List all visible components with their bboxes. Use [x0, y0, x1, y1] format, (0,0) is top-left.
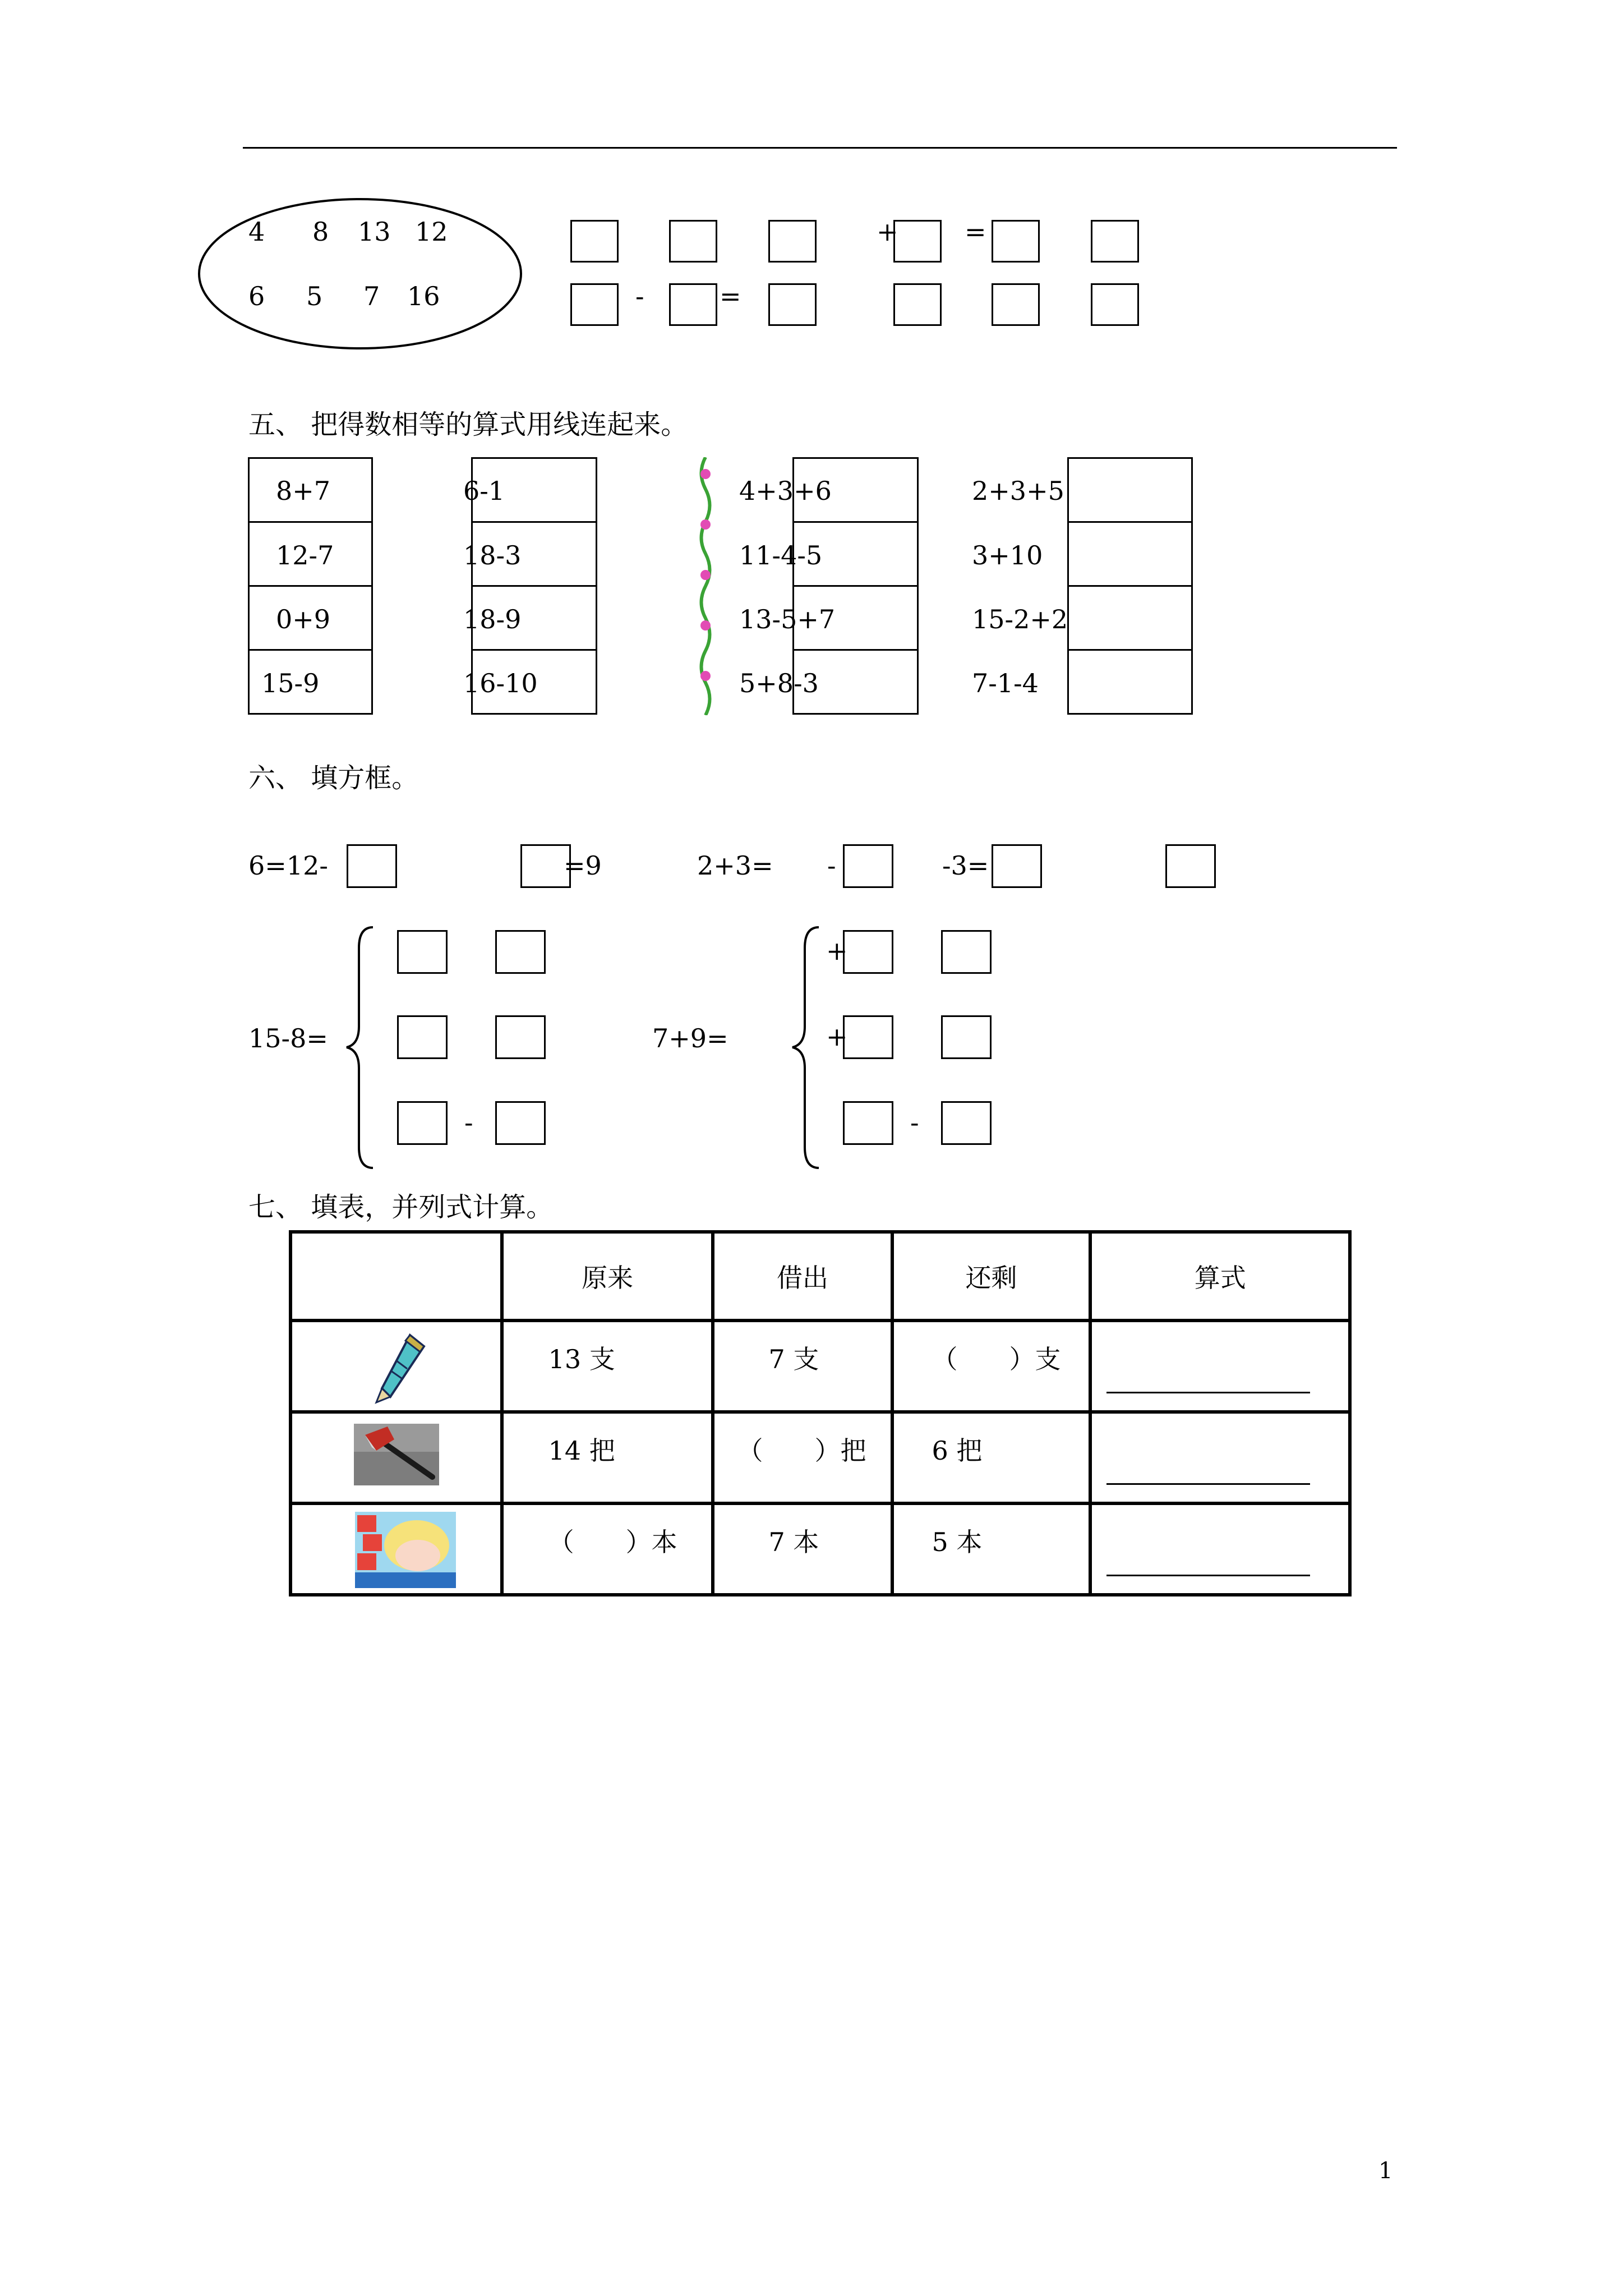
original-cell[interactable]: [502, 1503, 713, 1595]
group-label: 15-8=: [248, 1023, 328, 1053]
expression: 12-7: [276, 540, 334, 570]
expression: 8+7: [276, 476, 331, 506]
lent-cell: [713, 1503, 892, 1595]
item-cell: [291, 1503, 502, 1595]
answer-box[interactable]: [570, 283, 619, 326]
plus-sign: +: [826, 936, 848, 966]
expression: 16-10: [463, 668, 538, 698]
match-cell[interactable]: [1067, 521, 1193, 587]
answer-box[interactable]: [397, 1101, 448, 1145]
expression: 18-9: [463, 604, 522, 634]
match-cell[interactable]: [1067, 585, 1193, 651]
borrow-table: [289, 1230, 1352, 1596]
header-cell: 还剩: [892, 1232, 1091, 1320]
answer-box[interactable]: [495, 930, 546, 974]
answer-box[interactable]: [1091, 283, 1139, 326]
answer-line[interactable]: [1106, 1483, 1310, 1485]
axe-icon: [354, 1424, 439, 1485]
answer-box[interactable]: [843, 844, 893, 888]
answer-box[interactable]: [992, 283, 1040, 326]
lent-value: （ ）把: [737, 1435, 866, 1466]
item-cell: [291, 1412, 502, 1503]
pencil-icon: [371, 1332, 427, 1405]
left-brace: [788, 926, 822, 1170]
lent-value: 7 本: [768, 1527, 819, 1557]
expression: 6-1: [463, 476, 505, 506]
oval-number: 7: [363, 281, 380, 311]
left-cell[interactable]: [892, 1320, 1091, 1412]
original-cell: [502, 1320, 713, 1412]
oval-number: 4: [248, 217, 265, 247]
answer-box[interactable]: [397, 1015, 448, 1059]
oval-number: 13: [358, 217, 391, 247]
table-row: [291, 1320, 1350, 1412]
formula-cell[interactable]: [1090, 1503, 1350, 1595]
answer-box[interactable]: [941, 1015, 992, 1059]
oval-number: 8: [312, 217, 329, 247]
section7-heading: 七、 填表，并列式计算。: [248, 1191, 554, 1223]
answer-box[interactable]: [1165, 844, 1216, 888]
item-cell: [291, 1320, 502, 1412]
answer-box[interactable]: [1091, 220, 1139, 263]
book-icon: [355, 1512, 456, 1588]
section6-heading: 六、 填方框。: [248, 762, 419, 794]
answer-line[interactable]: [1106, 1575, 1310, 1576]
equals-sign: =: [720, 281, 741, 311]
answer-box[interactable]: [669, 283, 717, 326]
equation-text: 6=12-: [248, 850, 328, 881]
expression: 18-3: [463, 540, 522, 570]
answer-box[interactable]: [843, 1015, 893, 1059]
left-value: 5 本: [932, 1527, 983, 1557]
expression: 15-2+2: [972, 604, 1068, 634]
table-row: [291, 1503, 1350, 1595]
expression: 2+3+5: [972, 476, 1064, 506]
group-label: 7+9=: [652, 1023, 728, 1053]
left-cell: [892, 1503, 1091, 1595]
expression: 3+10: [972, 540, 1043, 570]
table-row: [291, 1412, 1350, 1503]
table-header-row: [291, 1232, 1350, 1320]
answer-box[interactable]: [843, 1101, 893, 1145]
answer-box[interactable]: [495, 1015, 546, 1059]
header-rule: [243, 147, 1397, 149]
equals-sign: =: [965, 217, 986, 247]
left-value: （ ）支: [932, 1344, 1061, 1374]
expression: 15-9: [261, 668, 320, 698]
original-value: （ ）本: [548, 1527, 677, 1557]
section5-heading: 五、 把得数相等的算式用线连起来。: [248, 409, 688, 440]
answer-box[interactable]: [570, 220, 619, 263]
answer-box[interactable]: [941, 930, 992, 974]
oval-number: 5: [306, 281, 323, 311]
page-number: 1: [1378, 2158, 1393, 2184]
oval-number: 12: [415, 217, 448, 247]
expression: 4+3+6: [739, 476, 832, 506]
original-cell: [502, 1412, 713, 1503]
equation-text: =9: [564, 850, 602, 881]
original-value: 13 支: [548, 1344, 615, 1374]
left-cell: [892, 1412, 1091, 1503]
header-cell: 借出: [713, 1232, 892, 1320]
flower-vine-decoration: [694, 457, 717, 715]
minus-sign: -: [827, 850, 836, 881]
oval-number: 16: [407, 281, 440, 311]
minus-sign: -: [635, 281, 644, 311]
answer-box[interactable]: [768, 283, 817, 326]
header-cell: [291, 1232, 502, 1320]
answer-box[interactable]: [768, 220, 817, 263]
answer-box[interactable]: [893, 283, 942, 326]
answer-box[interactable]: [669, 220, 717, 263]
answer-box[interactable]: [495, 1101, 546, 1145]
expression: 11-4-5: [739, 540, 823, 570]
answer-box[interactable]: [347, 844, 397, 888]
left-value: 6 把: [932, 1435, 983, 1466]
formula-cell[interactable]: [1090, 1412, 1350, 1503]
match-cell[interactable]: [1067, 649, 1193, 715]
equation-text: -3=: [942, 850, 989, 881]
answer-box[interactable]: [941, 1101, 992, 1145]
original-value: 14 把: [548, 1435, 615, 1466]
match-cell[interactable]: [1067, 457, 1193, 523]
minus-sign: -: [464, 1107, 473, 1138]
expression: 7-1-4: [972, 668, 1039, 698]
plus-sign: +: [826, 1022, 848, 1052]
lent-value: 7 支: [768, 1344, 819, 1374]
equation-text: 2+3=: [697, 850, 773, 881]
lent-cell[interactable]: [713, 1412, 892, 1503]
lent-cell: [713, 1320, 892, 1412]
oval-number: 6: [248, 281, 265, 311]
minus-sign: -: [910, 1107, 919, 1138]
header-cell: 原来: [502, 1232, 713, 1320]
answer-box[interactable]: [397, 930, 448, 974]
formula-cell[interactable]: [1090, 1320, 1350, 1412]
expression: 13-5+7: [739, 604, 836, 634]
answer-box[interactable]: [843, 930, 893, 974]
answer-box[interactable]: [992, 220, 1040, 263]
expression: 5+8-3: [739, 668, 819, 698]
answer-box[interactable]: [992, 844, 1042, 888]
left-brace: [342, 926, 376, 1170]
answer-box[interactable]: [893, 220, 942, 263]
expression: 0+9: [276, 604, 331, 634]
answer-line[interactable]: [1106, 1392, 1310, 1393]
plus-sign: +: [877, 217, 898, 247]
header-cell: 算式: [1090, 1232, 1350, 1320]
